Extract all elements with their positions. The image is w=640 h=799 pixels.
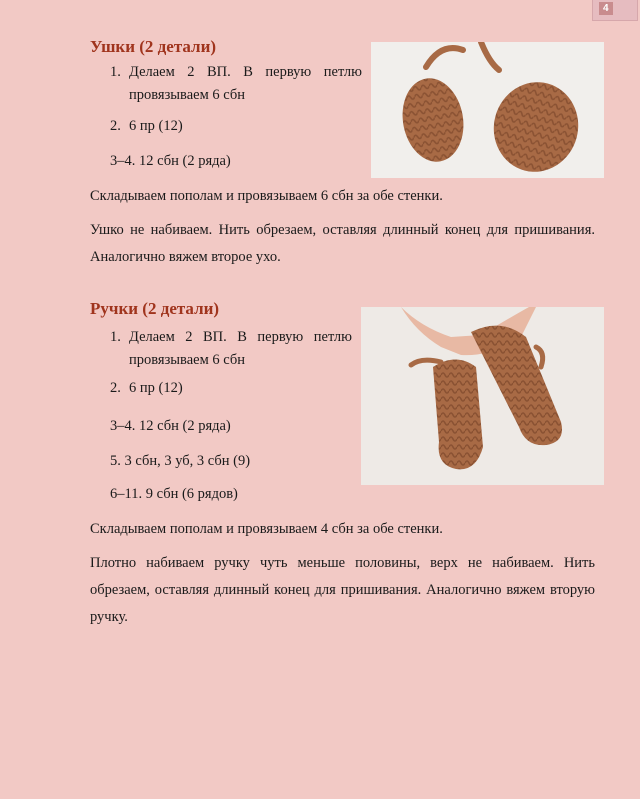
arms-step-1 bbox=[110, 326, 352, 372]
step-text: 6 пр (12) bbox=[129, 380, 183, 396]
arms-paragraph-2: Плотно набиваем ручку чуть меньше половины, верх не набиваем. Нить обрезаем, оставляя длинный конец для пришивания. Аналогично вяжем вторую ручку. bbox=[90, 555, 595, 625]
ears-step-2 bbox=[110, 115, 362, 138]
step-number: 1. bbox=[110, 64, 121, 80]
step-text: Делаем 2 ВП. В первую петлю провязываем 6 сбн bbox=[129, 64, 362, 103]
step-text: 6–11. 9 сбн (6 рядов) bbox=[110, 486, 238, 502]
arms-photo bbox=[361, 307, 604, 485]
step-text: Делаем 2 ВП. В первую петлю провязываем 6 сбн bbox=[129, 329, 352, 368]
arms-step-4 bbox=[110, 450, 352, 473]
step-number: 1. bbox=[110, 329, 121, 345]
page-number: 4 bbox=[599, 2, 613, 15]
crochet-arms-image bbox=[361, 307, 604, 485]
step-number: 2. bbox=[110, 118, 121, 134]
arms-step-5 bbox=[110, 483, 352, 506]
page-number-tab bbox=[592, 0, 638, 21]
step-text: 3–4. 12 сбн (2 ряда) bbox=[110, 418, 231, 434]
arms-step-3 bbox=[110, 415, 352, 438]
step-text: 3–4. 12 сбн (2 ряда) bbox=[110, 153, 231, 169]
ears-paragraph-2: Ушко не набиваем. Нить обрезаем, оставляя длинный конец для пришивания. Аналогично вяжем второе ухо. bbox=[90, 222, 595, 265]
crochet-ears-image bbox=[371, 42, 604, 178]
arms-paragraph-1: Складываем пополам и провязываем 4 сбн за обе стенки. bbox=[90, 521, 443, 537]
step-number: 2. bbox=[110, 380, 121, 396]
arms-heading: Ручки (2 детали) bbox=[90, 299, 220, 318]
ears-photo bbox=[371, 42, 604, 178]
ears-step-3 bbox=[110, 150, 362, 173]
step-text: 6 пр (12) bbox=[129, 118, 183, 134]
arms-step-2 bbox=[110, 377, 352, 400]
step-text: 5. 3 сбн, 3 уб, 3 сбн (9) bbox=[110, 453, 251, 469]
ears-paragraph-1: Складываем пополам и провязываем 6 сбн за обе стенки. bbox=[90, 188, 443, 204]
ears-step-1 bbox=[110, 61, 362, 107]
ears-heading: Ушки (2 детали) bbox=[90, 37, 217, 56]
